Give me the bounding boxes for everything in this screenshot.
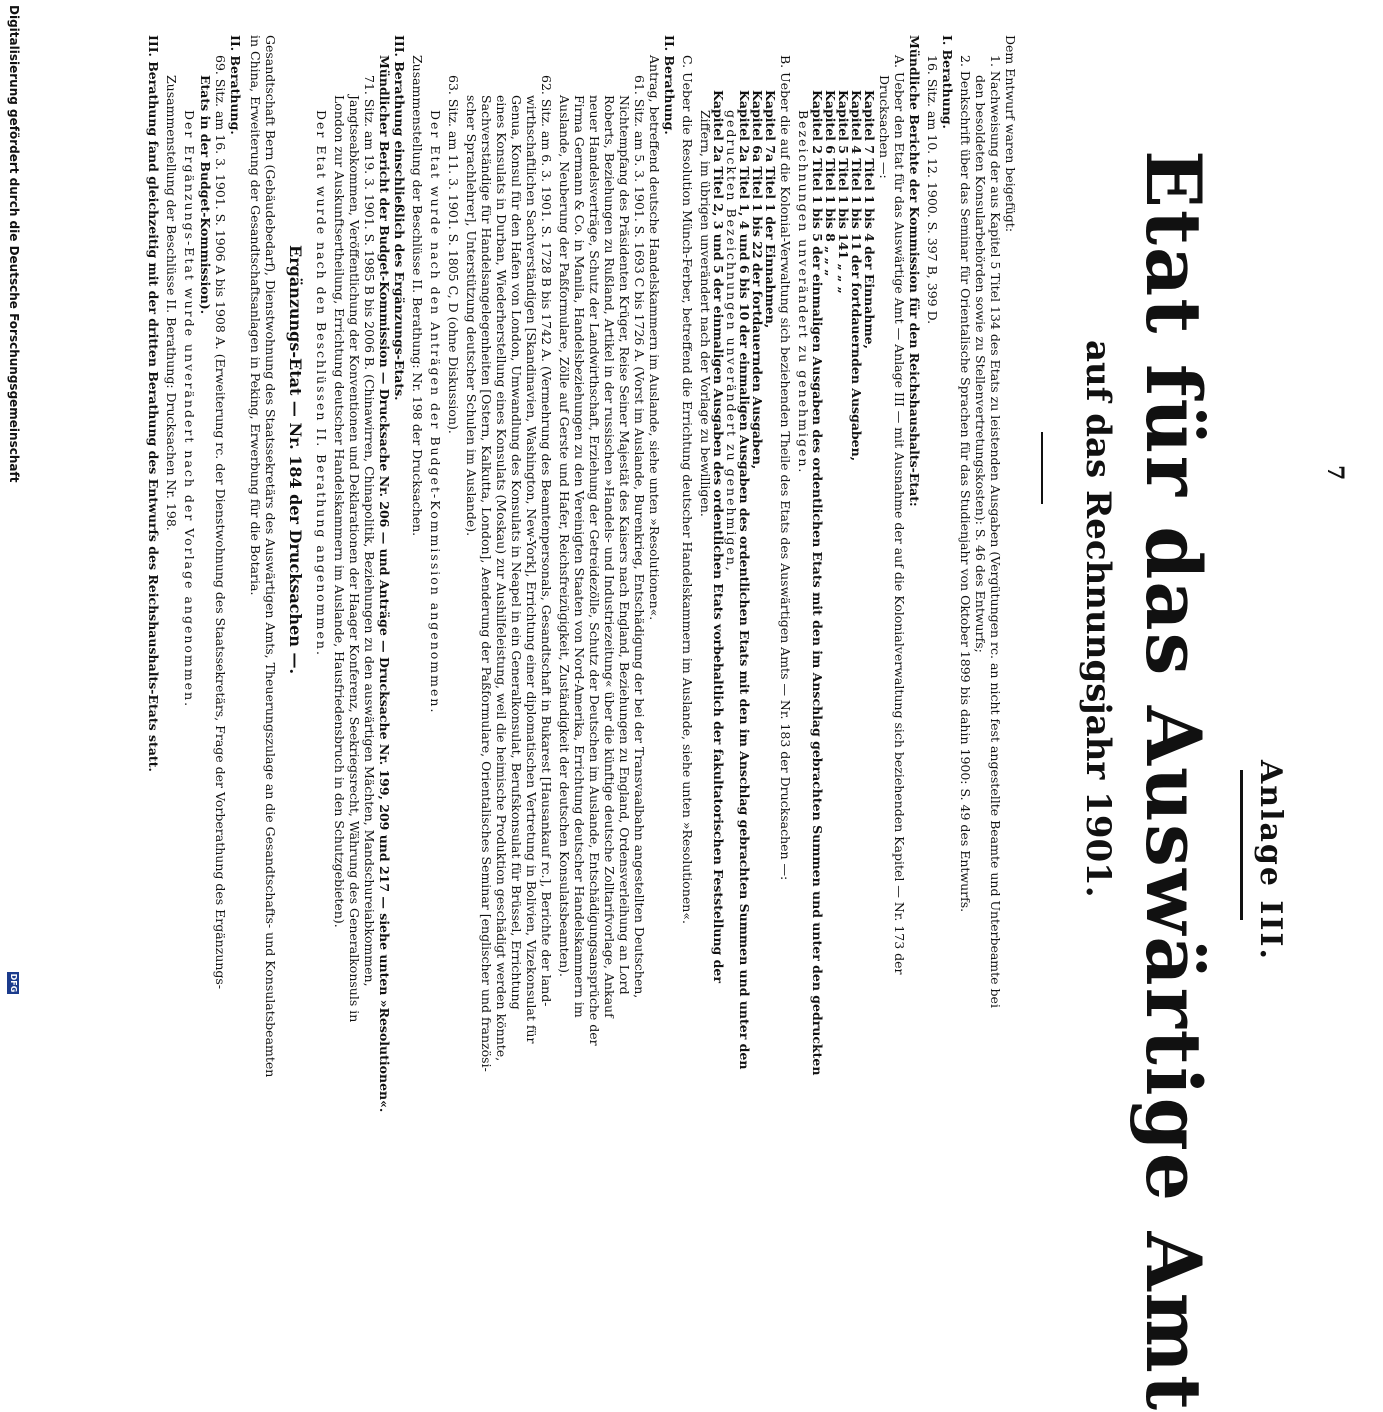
second-reading-line: 61. Sitz. am 5. 3. 1901. S. 1693 C bis 1726 A. (Vorst im Auslande, Burenkrieg, Entschädigung der bei der Transvaalbahn angestellten Deutschen,	[632, 75, 647, 999]
second-reading-line: 62. Sitz. am 6. 3. 1901. S. 1728 B bis 1742 A. (Vermehrung des Beamtenpersonals, Gesandtschaft in Bukarest [Hausankauf rc.], Berichte der land-	[539, 75, 554, 1007]
section-b-line: Kapitel 2a Titel 2, 3 und 5 der einmaligen Ausgaben des ordentlichen Etats vorbehaltlich der fakultatorischen Feststellung der	[711, 90, 726, 983]
section-a-line: Drucksachen —:	[877, 75, 892, 179]
dfg-logo-icon: DFG	[9, 973, 18, 993]
section-b-line: Ziffern, im übrigen unverändert nach der Vorlage zu bewilligen.	[698, 110, 713, 517]
second-reading-line: Sachverständige für Handelsangelegenheiten [Ostern, Kalkutta, London], Aenderung der Paßformulare, Orientalisches Seminar [englischer und französi-	[479, 95, 494, 1072]
document-title: Etat für das Auswärtige Amt	[1129, 150, 1218, 1412]
section-a-line: Kapitel 5 Titel 1 bis 141 „ „ „	[836, 90, 851, 294]
section-b-line: Kapitel 2a Titel 1, 4 und 6 bis 10 der einmaligen Ausgaben des ordentlichen Etats mit den im Anschlag gebrachten Summen und unter den	[737, 90, 752, 1070]
second-reading-line: Genua, Konsul für den Hafen von London, Umwandlung des Konsulats in Neapel in ein Generalkonsulat, Berufskonsulat für Brüssel, Errichtung	[509, 95, 524, 1010]
second-reading-line: eines Konsulats in Durban, Wiederherstellung eines Konsulats (Moskau) zur Aushilfeleistung, weil die heimische Produktion geschädigt werden könnte,	[494, 95, 509, 1062]
supplement-second-line: Der Ergänzungs-Etat wurde unverändert nach der Vorlage angenommen.	[182, 110, 197, 709]
section-a-line: Bezeichnungen unverändert zu genehmigen.	[796, 110, 811, 475]
third-reading-line: London zur Auskunftsertheilung, Errichtung deutscher Handelskammern im Auslande, Hausfriedensbruch in den Schutzgebieten).	[332, 95, 347, 928]
title-divider	[1041, 432, 1043, 504]
second-reading-heading: II. Berathung.	[662, 35, 677, 135]
section-c-line: C. Ueber die Resolution Münch-Ferber, betreffend die Errichtung deutscher Handelskammern im Auslande, siehe unten »Resolutionen«.	[680, 55, 695, 924]
second-reading-line: Roberts, Beziehungen zu Rußland, Artikel in der russischen »Handels- und Industriezeitung« über die künftige deutsche Zolltarifvorlage, Ankauf	[602, 95, 617, 1018]
section-a-line: A. Ueber den Etat für das Auswärtige Amt — Anlage III — mit Ausnahme der auf die Kolonialverwaltung sich beziehenden Kapitel — Nr. 173 der	[892, 55, 907, 975]
supplement-second-line: Etats in der Budget-Kommission).	[198, 75, 213, 315]
section-a-line: Kapitel 7 Titel 1 bis 4 der Einnahme,	[862, 90, 877, 349]
second-reading-line: Zusammenstellung der Beschlüsse II. Berathung: Nr. 198 der Drucksachen.	[410, 55, 425, 537]
third-reading-line: Der Etat wurde nach den Beschlüssen II. Berathung angenommen.	[314, 110, 329, 657]
supplement-second-line: Zusammenstellung der Beschlüsse II. Berathung: Drucksachen Nr. 198.	[164, 75, 179, 531]
annex-underline	[1240, 770, 1243, 920]
second-reading-line: Antrag, betreffend deutsche Handelskammern im Auslande, siehe unten »Resolutionen«.	[647, 55, 662, 621]
third-reading-line: 71. Sitz. am 19. 3. 1901. S. 1985 B bis 2006 B. (Chinawirren, Chinapolitik, Beziehungen zu den auswärtigen Mächten, Mandschureiabkommen,	[362, 75, 377, 987]
supplement-text: in China, Erweiterung der Gesandtschaftsanlagen in Peking, Erwerbung für die Botaria.	[248, 35, 263, 596]
section-a-line: Kapitel 4 Titel 1 bis 11 der fortdauernden Ausgaben,	[849, 90, 864, 462]
second-reading-line: scher Sprachlehrer], Unterstützung deutscher Schulen im Auslande).	[464, 95, 479, 537]
section-b-line: B. Ueber die auf die Kolonial-Verwaltung sich beziehenden Theile des Etats des Auswärtigen Amts — Nr. 183 der Drucksachen —:	[778, 55, 793, 881]
supplement-second-line: 69. Sitz. am 16. 3. 1901. S. 1906 A bis 1908 A. (Erweiterung rc. der Dienstwohnung des Staatssekretärs, Frage der Vorberathung des Ergänzungs-	[213, 55, 228, 990]
second-reading-line: Der Etat wurde nach den Anträgen der Budget-Kommission angenommen.	[428, 110, 443, 715]
second-reading-line: Nichtempfang des Präsidenten Krüger, Reise Seiner Majestät des Kaisers nach England, Beziehungen zu England, Ordensverleihung an Lord	[617, 95, 632, 995]
second-reading-line: Firma Germann & Co. in Manila, Handelsbeziehungen zu den Vereinigten Staaten von Nord-Amerika, Errichtung deutscher Handelskammern im	[572, 95, 587, 1018]
intro-item: den besoldeten Konsularbehörden sowie zu Stellenvertretungskosten): S. 46 des Entwurfs;	[973, 75, 988, 653]
first-reading-heading: I. Berathung.	[940, 35, 955, 129]
section-a-line: Kapitel 6 Titel 1 bis 8 „ „ „	[823, 90, 838, 277]
section-a-line: Kapitel 2 Titel 1 bis 5 der einmaligen Ausgaben des ordentlichen Etats mit den im Anschlag gebrachten Summen und unter den gedruckten	[810, 90, 825, 1076]
intro-item: 1. Nachweisung der aus Kapitel 5 Titel 134 des Etats zu leistenden Ausgaben (Vergütungen rc. an nicht fest angestellte Beamte und Unterbeamte bei	[988, 55, 1003, 1008]
section-b-line: gedruckten Bezeichnungen unverändert zu genehmigen,	[724, 110, 739, 573]
intro-item: 2. Denkschrift über das Seminar für Orientalische Sprachen für das Studienjahr von Oktober 1899 bis dahin 1900: S. 49 des Entwurfs.	[958, 55, 973, 913]
third-reading-heading: III. Berathung einschließlich des Ergänzungs-Etats.	[392, 35, 407, 401]
digitization-credit: Digitalisierung gefördert durch die Deutsche Forschungsgemeinschaft	[7, 5, 21, 483]
page-number: 7	[1322, 465, 1348, 481]
second-reading-line: Auslande, Neuberung der Paßformulare, Zölle auf Gerste und Hafer, Reichsfreizügigkeit, Zuständigkeit der deutschen Konsulatsbeamten).	[557, 95, 572, 977]
supplement-second-heading: II. Berathung.	[228, 35, 243, 135]
third-reading-line: Mündlicher Bericht der Budget-Kommission — Drucksache Nr. 206 — und Anträge — Drucksache Nr. 199, 209 und 217 — siehe unten »Resolutionen«.	[377, 55, 392, 1113]
third-reading-line: Jangtseabkommen, Veröffentlichung der Konventionen und Deklarationen der Haager Konferenz, Seekriegsrecht, Währung des Generalkonsuls in	[347, 95, 362, 1023]
annex-label: Anlage III.	[1253, 760, 1288, 961]
second-reading-line: 63. Sitz. am 11. 3. 1901. S. 1805 C, D (ohne Diskussion).	[446, 75, 461, 434]
second-reading-line: neuer Handelsverträge, Schutz der Landwirthschaft, Erziehung der Getreidezölle, Schutz der Deutschen im Auslande, Entschädigungsansprüche der	[587, 95, 602, 1046]
document-subtitle: auf das Rechnungsjahr 1901.	[1078, 340, 1118, 898]
first-reading-line: 16. Sitz. am 10. 12. 1900. S. 397 B, 399 D.	[925, 55, 940, 325]
section-b-line: Kapitel 6a Titel 1 bis 22 der fortdauernden Ausgaben,	[750, 90, 765, 470]
second-reading-line: wirthschaftlichen Sachverständigen [Skandinavien, Washington, New-York], Errichtung einer diplomatischen Vertretung in Bolivien, Vizekonsulat für	[524, 95, 539, 1044]
section-b-line: Kapitel 7a Titel 1 der Einnahmen,	[763, 90, 778, 329]
oral-report-heading: Mündliche Berichte der Kommission für den Reichshaushalts-Etat:	[907, 35, 922, 507]
intro-text: Dem Entwurf waren beigefügt:	[1003, 35, 1018, 233]
supplement-text: Gesandtschaft Bern (Gebäudebedarf), Dienstwohnung des Staatssekretärs des Auswärtigen Amts, Theuerungszulage an die Gesandtschafts- und Konsulatsbeamten	[263, 35, 278, 1078]
supplement-third-reading: III. Berathung fand gleichzeitig mit der dritten Berathung des Entwurfs des Reichshaushalts-Etats statt.	[146, 35, 161, 772]
supplement-heading: Ergänzungs-Etat — Nr. 184 der Drucksachen —.	[286, 245, 305, 675]
